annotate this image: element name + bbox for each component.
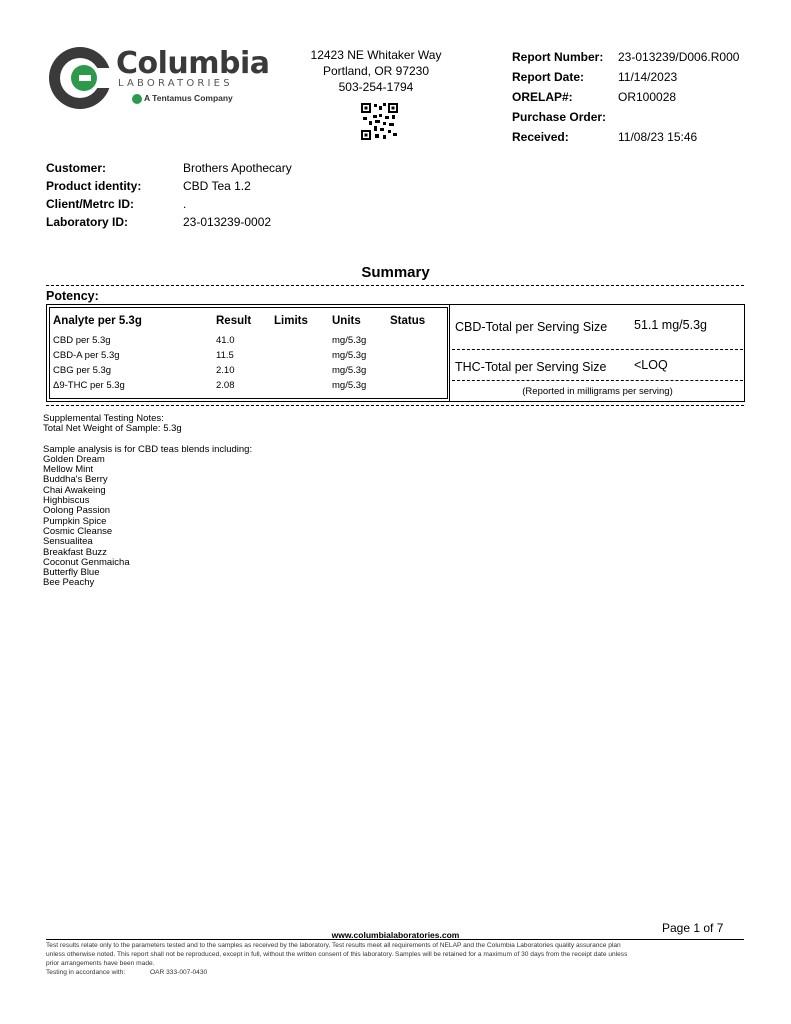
list-item: Bee Peachy: [43, 577, 95, 589]
received-label: Received:: [512, 130, 569, 144]
report-number: 23-013239/D006.R000: [618, 50, 740, 64]
header-limits: Limits: [274, 315, 308, 327]
orelap-value: OR100028: [618, 90, 677, 104]
qr-code: [361, 103, 398, 140]
reported-note: (Reported in milligrams per serving): [522, 386, 673, 397]
row-units: mg/5.3g: [332, 350, 367, 361]
client-id-value: .: [183, 197, 187, 211]
website-link[interactable]: www.columbialaboratories.com: [331, 930, 460, 940]
row-result: 2.08: [216, 380, 235, 391]
list-item: Sensualitea: [43, 536, 93, 548]
row-result: 2.10: [216, 365, 235, 376]
list-item: Mellow Mint: [43, 464, 94, 476]
customer-label: Customer:: [46, 161, 107, 175]
received-value: 11/08/23 15:46: [618, 130, 698, 144]
list-item: Butterfly Blue: [43, 567, 100, 579]
address-line1: 12423 NE Whitaker Way: [310, 48, 442, 62]
address-block: [300, 47, 452, 95]
supplemental-notes: Supplemental Testing Notes:: [43, 413, 164, 424]
divider: [46, 405, 744, 406]
product-label: Product identity:: [46, 179, 142, 193]
list-item: Breakfast Buzz: [43, 546, 107, 558]
report-date-label: Report Date:: [512, 70, 585, 84]
table-row: [50, 350, 447, 365]
potency-label: Potency:: [46, 289, 99, 303]
logo-subtitle: LABORATORIES: [118, 78, 233, 89]
row-analyte: CBD-A per 5.3g: [53, 350, 120, 361]
accordance-value: OAR 333-007-0430: [150, 969, 208, 976]
row-units: mg/5.3g: [332, 365, 367, 376]
company-logo: [46, 44, 270, 114]
header-result: Result: [216, 315, 252, 327]
report-date: 11/14/2023: [618, 70, 678, 84]
row-analyte: CBG per 5.3g: [53, 365, 112, 376]
list-item: Oolong Passion: [43, 505, 111, 517]
analyte-table: [49, 307, 448, 399]
list-item: Buddha's Berry: [43, 474, 108, 486]
list-item: Chai Awakeing: [43, 484, 106, 496]
blends-intro: Sample analysis is for CBD teas blends including:: [43, 443, 253, 455]
disclaimer-line1: Test results relate only to the parameters tested and to the samples as received by the laboratory. Test results meet all requirements of NELAP and the Columbia Laboratories quality assurance plan: [46, 942, 621, 949]
lab-id-value: 23-013239-0002: [183, 215, 272, 229]
header-units: Units: [332, 315, 361, 327]
list-item: Highbiscus: [43, 495, 90, 507]
list-item: Cosmic Cleanse: [43, 525, 113, 537]
address-phone: 503-254-1794: [338, 80, 414, 94]
row-result: 41.0: [216, 335, 235, 346]
orelap-label: ORELAP#:: [512, 90, 573, 104]
table-row: [50, 365, 447, 380]
row-analyte: CBD per 5.3g: [53, 335, 111, 346]
divider: [46, 285, 744, 286]
disclaimer: [46, 941, 746, 977]
cbd-total-value: 51.1 mg/5.3g: [634, 318, 707, 332]
logo-name: Columbia: [116, 46, 270, 81]
net-weight: Total Net Weight of Sample: 5.3g: [43, 423, 182, 435]
cbd-total-label: CBD-Total per Serving Size: [455, 320, 608, 334]
page-number: Page 1 of 7: [662, 921, 724, 935]
tentamus-icon: [132, 94, 142, 104]
row-result: 11.5: [216, 350, 234, 361]
footer-divider: [46, 939, 744, 940]
summary-title: Summary: [361, 264, 430, 281]
list-item: Golden Dream: [43, 453, 105, 465]
header-status: Status: [390, 315, 426, 327]
customer-value: Brothers Apothecary: [183, 161, 292, 175]
tentamus-text: A Tentamus Company: [144, 93, 233, 103]
totals-panel: [449, 305, 745, 401]
product-value: CBD Tea 1.2: [183, 179, 251, 193]
accordance-label: Testing in accordance with:: [46, 969, 126, 976]
table-row: [50, 380, 447, 395]
report-info: [512, 47, 752, 147]
list-item: Coconut Genmaicha: [43, 556, 130, 568]
list-item: Pumpkin Spice: [43, 515, 107, 527]
purchase-order-label: Purchase Order:: [512, 110, 607, 124]
row-units: mg/5.3g: [332, 335, 367, 346]
disclaimer-line3: prior arrangements have been made.: [46, 960, 155, 967]
logo-mark: [46, 44, 114, 112]
address-line2: Portland, OR 97230: [322, 64, 430, 78]
thc-total-label: THC-Total per Serving Size: [455, 360, 607, 374]
row-units: mg/5.3g: [332, 380, 367, 391]
customer-info: [46, 159, 446, 231]
row-analyte: Δ9-THC per 5.3g: [53, 380, 125, 391]
header-analyte: Analyte per 5.3g: [53, 315, 142, 327]
disclaimer-line2: unless otherwise noted. This report shall not be reproduced, except in full, without the written consent of this laboratory. Samples will be retained for a maximum of 30 days from the receipt date unless: [46, 951, 628, 958]
notes-block: [43, 414, 252, 589]
report-number-label: Report Number:: [512, 50, 604, 64]
thc-total-value: <LOQ: [634, 358, 668, 372]
lab-id-label: Laboratory ID:: [46, 215, 129, 229]
table-row: [50, 335, 447, 350]
client-id-label: Client/Metrc ID:: [46, 197, 135, 211]
potency-table: [46, 304, 745, 402]
